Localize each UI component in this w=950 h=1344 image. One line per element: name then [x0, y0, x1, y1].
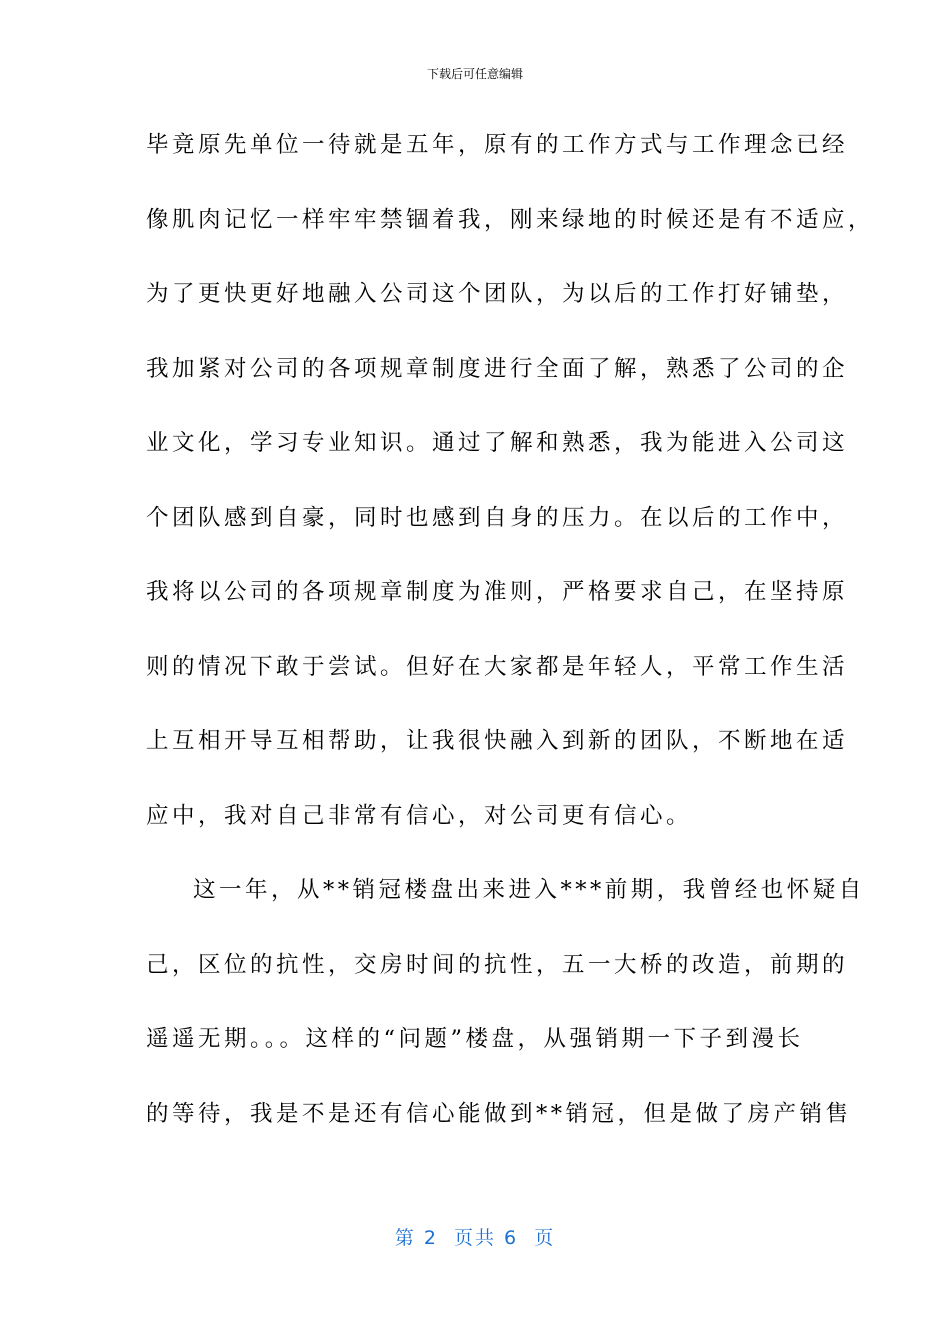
text-line: 遥遥无期。。。这样的“问题”楼盘，从强销期一下子到漫长	[146, 1026, 804, 1052]
text-line: 则的情况下敢于尝试。但好在大家都是年轻人，平常工作生活	[146, 653, 849, 680]
text-line: 业文化，学习专业知识。通过了解和熟悉，我为能进入公司这	[146, 430, 849, 456]
text-line: 我加紧对公司的各项规章制度进行全面了解，熟悉了公司的企	[146, 355, 849, 382]
text-line: 应中，我对自己非常有信心，对公司更有信心。	[146, 802, 693, 829]
text-line: 的等待，我是不是还有信心能做到**销冠，但是做了房产销售	[146, 1100, 852, 1127]
text-line: 己，区位的抗性，交房时间的抗性，五一大桥的改造，前期的	[146, 951, 849, 978]
document-body	[146, 120, 875, 1163]
page-number-footer: 第 2 页共 6 页	[394, 1227, 556, 1249]
paragraph-start-line: 这一年，从**销冠楼盘出来进入***前期，我曾经也怀疑自	[193, 877, 865, 903]
page-header: 下载后可任意编辑	[426, 67, 523, 81]
text-line: 为了更快更好地融入公司这个团队，为以后的工作打好铺垫，	[146, 281, 849, 307]
text-line: 我将以公司的各项规章制度为准则，严格要求自己，在坚持原	[146, 579, 849, 605]
text-line: 上互相开导互相帮助，让我很快融入到新的团队，不断地在适	[146, 728, 849, 754]
text-line: 个团队感到自豪，同时也感到自身的压力。在以后的工作中，	[146, 504, 849, 531]
text-line: 像肌肉记忆一样牢牢禁锢着我，刚来绿地的时候还是有不适应，	[146, 206, 875, 233]
text-line: 毕竟原先单位一待就是五年，原有的工作方式与工作理念已经	[146, 132, 849, 158]
